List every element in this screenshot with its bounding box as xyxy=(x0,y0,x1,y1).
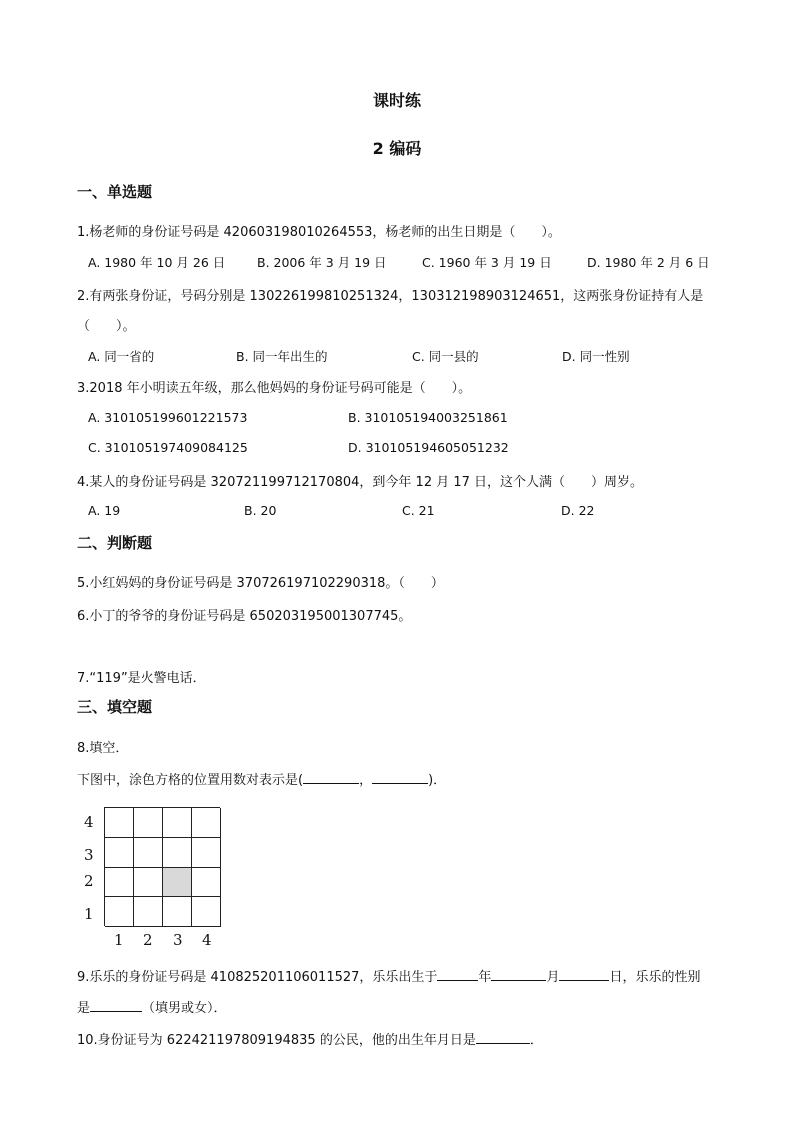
question-8-instruction-a: 下图中，涂色方格的位置用数对表示是( xyxy=(77,773,304,788)
question-9-text-b: 是 xyxy=(77,1001,91,1016)
question-6-text: 6.小丁的爷爷的身份证号码是 650203195001307745。 xyxy=(77,609,412,624)
question-9-text-a: 9.乐乐的身份证号码是 410825201106011527，乐乐出生于 xyxy=(77,970,438,985)
question-10-text-a: 10.身份证号为 622421197809194835 的公民，他的出生年月日是 xyxy=(77,1033,476,1048)
question-4-option-c: C. 21 xyxy=(402,503,435,518)
grid-cell-4-2 xyxy=(192,868,221,898)
question-9-blank-month[interactable] xyxy=(491,968,546,981)
question-9-text-c: （填男或女）． xyxy=(142,1001,227,1016)
page-title: 课时练 xyxy=(372,91,421,110)
question-2-text-line-1: 2.有两张身份证，号码分别是 130226199810251324，130312198903124651，这两张身份证持有人是 xyxy=(77,289,704,304)
section-heading-single-choice: 一、单选题 xyxy=(77,183,153,201)
grid-cell-1-4 xyxy=(105,808,134,838)
grid-cell-4-3 xyxy=(192,838,221,868)
question-10-blank-birthdate[interactable] xyxy=(476,1031,530,1044)
question-9-line-1 xyxy=(77,966,700,985)
question-3-option-d: D. 310105194605051232 xyxy=(348,440,509,455)
section-heading-fill-blank: 三、填空题 xyxy=(77,698,153,716)
question-1-option-a: A. 1980 年 10 月 26 日 xyxy=(88,255,226,270)
question-10-line xyxy=(77,1029,543,1048)
question-8-separator: ， xyxy=(359,773,373,788)
question-1-text: 1.杨老师的身份证号码是 420603198010264553，杨老师的出生日期是（ ）。 xyxy=(77,225,561,240)
grid-y-label-4: 4 xyxy=(84,813,94,831)
question-8-text: 8.填空． xyxy=(77,741,129,756)
grid-cell-3-4 xyxy=(163,808,192,838)
grid-cell-2-3 xyxy=(134,838,163,868)
question-2-option-b: B. 同一年出生的 xyxy=(236,349,328,364)
grid-cell-3-1 xyxy=(163,897,192,927)
grid-cell-1-1 xyxy=(105,897,134,927)
section-heading-true-false: 二、判断题 xyxy=(77,534,153,552)
question-4-option-a: A. 19 xyxy=(88,503,121,518)
grid-cell-4-1 xyxy=(192,897,221,927)
grid-cell-4-4 xyxy=(192,808,221,838)
grid-cell-3-3 xyxy=(163,838,192,868)
coordinate-grid xyxy=(104,807,220,926)
question-7-text: 7.“119”是火警电话． xyxy=(77,671,206,686)
question-10-text-b: ． xyxy=(529,1033,543,1048)
question-8-instruction xyxy=(77,769,446,788)
grid-x-label-2: 2 xyxy=(143,931,153,949)
question-2-option-a: A. 同一省的 xyxy=(88,349,155,364)
question-8-blank-1[interactable] xyxy=(303,771,359,784)
grid-cell-2-4 xyxy=(134,808,163,838)
question-1-option-b: B. 2006 年 3 月 19 日 xyxy=(257,255,387,270)
question-1-option-c: C. 1960 年 3 月 19 日 xyxy=(422,255,552,270)
question-9-blank-gender[interactable] xyxy=(90,999,142,1012)
grid-cell-shaded xyxy=(163,868,192,898)
question-3-option-a: A. 310105199601221573 xyxy=(88,410,248,425)
question-9-day-label: 日，乐乐的性别 xyxy=(609,970,701,985)
question-9-month-label: 月 xyxy=(546,970,560,985)
question-9-year-label: 年 xyxy=(478,970,492,985)
grid-y-label-3: 3 xyxy=(84,846,94,864)
question-2-text-line-2: （ ）。 xyxy=(77,319,136,334)
grid-cell-2-2 xyxy=(134,868,163,898)
grid-cell-1-2 xyxy=(105,868,134,898)
grid-x-label-1: 1 xyxy=(114,931,124,949)
question-2-option-c: C. 同一县的 xyxy=(412,349,479,364)
question-8-blank-2[interactable] xyxy=(372,771,428,784)
question-1-option-d: D. 1980 年 2 月 6 日 xyxy=(587,255,710,270)
grid-y-label-2: 2 xyxy=(84,872,94,890)
question-3-option-b: B. 310105194003251861 xyxy=(348,410,508,425)
question-5-text: 5.小红妈妈的身份证号码是 370726197102290318。（ ） xyxy=(77,576,444,591)
question-2-option-d: D. 同一性别 xyxy=(562,349,630,364)
grid-x-label-3: 3 xyxy=(173,931,183,949)
question-4-text: 4.某人的身份证号码是 320721199712170804，到今年 12 月 17 日，这个人满（ ）周岁。 xyxy=(77,475,644,490)
question-8-instruction-b: )． xyxy=(428,773,447,788)
grid-y-label-1: 1 xyxy=(84,905,94,923)
grid-cell-1-3 xyxy=(105,838,134,868)
question-3-option-c: C. 310105197409084125 xyxy=(88,440,248,455)
question-3-text: 3.2018 年小明读五年级，那么他妈妈的身份证号码可能是（ ）。 xyxy=(77,381,472,396)
question-9-line-2 xyxy=(77,997,227,1016)
grid-cell-2-1 xyxy=(134,897,163,927)
question-4-option-b: B. 20 xyxy=(244,503,277,518)
question-9-blank-day[interactable] xyxy=(559,968,609,981)
question-9-blank-year[interactable] xyxy=(437,968,478,981)
grid-x-label-4: 4 xyxy=(202,931,212,949)
question-4-option-d: D. 22 xyxy=(561,503,595,518)
page-subtitle: 2 编码 xyxy=(372,139,422,158)
